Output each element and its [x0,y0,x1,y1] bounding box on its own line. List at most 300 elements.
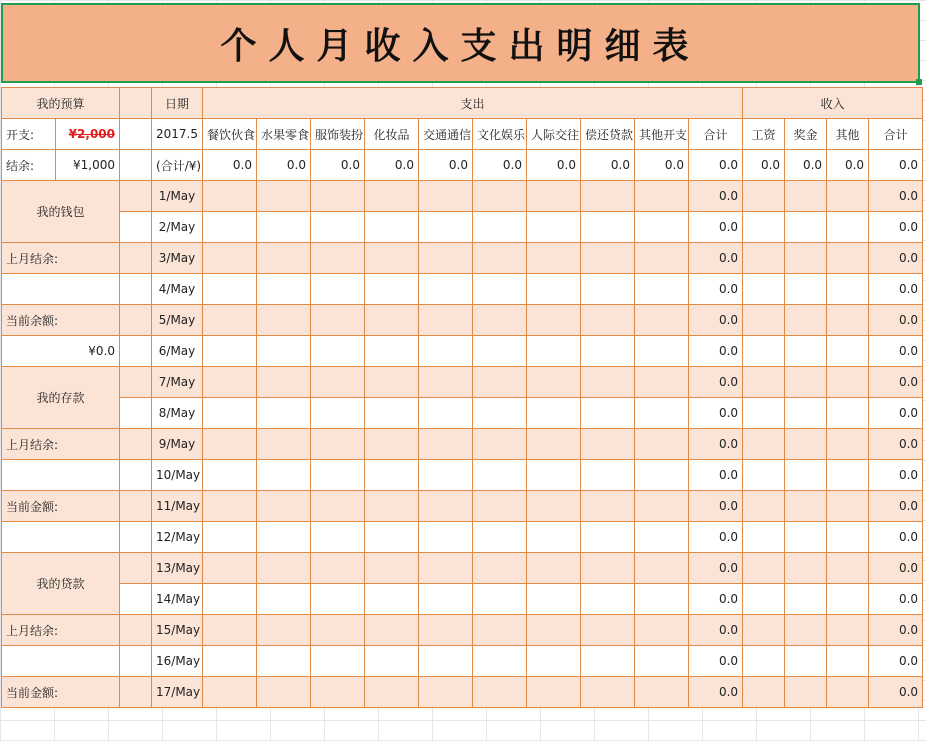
income-cell[interactable] [827,429,869,460]
income-cell[interactable] [827,243,869,274]
expense-cell[interactable] [419,522,473,553]
expense-cell[interactable] [203,460,257,491]
expense-cell[interactable] [419,491,473,522]
expense-cell[interactable] [311,584,365,615]
balance-label[interactable]: 结余: [2,150,56,181]
date-cell[interactable]: 11/May [152,491,203,522]
expense-cell[interactable] [203,553,257,584]
expense-cell[interactable] [473,615,527,646]
expense-cell[interactable] [365,181,419,212]
summary-expense-cell[interactable]: 0.0 [311,150,365,181]
income-cell[interactable] [785,460,827,491]
income-cell[interactable] [785,553,827,584]
expense-cell[interactable] [365,460,419,491]
blank-cell[interactable] [120,88,152,119]
expense-total-cell[interactable]: 0.0 [689,367,743,398]
expense-cell[interactable] [473,584,527,615]
expense-cell[interactable] [581,398,635,429]
expense-cell[interactable] [581,460,635,491]
income-cell[interactable] [785,398,827,429]
expense-cell[interactable] [581,181,635,212]
income-cell[interactable] [743,243,785,274]
income-cell[interactable] [743,274,785,305]
expense-cell[interactable] [419,336,473,367]
expense-cell[interactable] [257,243,311,274]
expense-cell[interactable] [527,336,581,367]
expense-cell[interactable] [635,522,689,553]
expense-total-cell[interactable]: 0.0 [689,336,743,367]
income-cell[interactable] [827,522,869,553]
expense-category-header[interactable]: 其他开支 [635,119,689,150]
blank-cell[interactable] [120,212,152,243]
expense-cell[interactable] [365,305,419,336]
expense-total-cell[interactable]: 0.0 [689,553,743,584]
current-balance-label[interactable]: 当前余额: [2,305,120,336]
summary-income-cell[interactable]: 0.0 [869,150,923,181]
income-cell[interactable] [743,305,785,336]
expense-total-cell[interactable]: 0.0 [689,243,743,274]
expense-cell[interactable] [419,243,473,274]
expense-cell[interactable] [203,305,257,336]
expense-cell[interactable] [419,553,473,584]
expense-cell[interactable] [311,677,365,708]
expense-cell[interactable] [473,274,527,305]
date-cell[interactable]: 13/May [152,553,203,584]
last-month-balance-value[interactable] [2,460,120,491]
expense-cell[interactable] [527,212,581,243]
date-header[interactable]: 日期 [152,88,203,119]
income-cell[interactable] [827,553,869,584]
expense-cell[interactable] [311,367,365,398]
expense-cell[interactable] [473,677,527,708]
expense-category-header[interactable]: 水果零食 [257,119,311,150]
expense-total-cell[interactable]: 0.0 [689,646,743,677]
income-cell[interactable] [743,584,785,615]
blank-cell[interactable] [120,274,152,305]
income-cell[interactable] [785,212,827,243]
expense-cell[interactable] [473,336,527,367]
summary-expense-cell[interactable]: 0.0 [257,150,311,181]
expense-cell[interactable] [419,274,473,305]
expense-cell[interactable] [257,677,311,708]
expense-cell[interactable] [257,429,311,460]
expense-cell[interactable] [311,243,365,274]
expense-cell[interactable] [203,212,257,243]
expense-cell[interactable] [581,491,635,522]
expense-cell[interactable] [365,212,419,243]
current-balance-label[interactable]: 当前金额: [2,491,120,522]
blank-cell[interactable] [120,243,152,274]
expense-cell[interactable] [203,677,257,708]
income-cell[interactable] [743,398,785,429]
income-cell[interactable] [827,646,869,677]
expense-cell[interactable] [419,677,473,708]
blank-cell[interactable] [120,491,152,522]
sheet-title[interactable]: 个人月收入支出明细表 [1,3,920,83]
last-month-balance-label[interactable]: 上月结余: [2,429,120,460]
summary-expense-cell[interactable]: 0.0 [581,150,635,181]
expense-cell[interactable] [257,212,311,243]
expense-cell[interactable] [419,429,473,460]
expense-cell[interactable] [581,615,635,646]
income-cell[interactable] [785,646,827,677]
summary-expense-cell[interactable]: 0.0 [635,150,689,181]
expense-cell[interactable] [473,553,527,584]
expense-cell[interactable] [581,274,635,305]
expense-cell[interactable] [311,615,365,646]
expense-cell[interactable] [419,212,473,243]
blank-cell[interactable] [120,553,152,584]
expense-total-cell[interactable]: 0.0 [689,491,743,522]
expense-cell[interactable] [635,181,689,212]
expense-category-header[interactable]: 交通通信 [419,119,473,150]
expense-cell[interactable] [635,336,689,367]
spend-label[interactable]: 开支: [2,119,56,150]
expense-category-header[interactable]: 文化娱乐 [473,119,527,150]
expense-cell[interactable] [581,584,635,615]
expense-cell[interactable] [419,305,473,336]
income-cell[interactable] [827,212,869,243]
summary-expense-cell[interactable]: 0.0 [689,150,743,181]
expense-cell[interactable] [203,615,257,646]
blank-cell[interactable] [120,398,152,429]
expense-cell[interactable] [365,677,419,708]
expense-cell[interactable] [365,491,419,522]
expense-cell[interactable] [527,274,581,305]
expense-cell[interactable] [203,367,257,398]
income-group-header[interactable]: 收入 [743,88,923,119]
summary-expense-cell[interactable]: 0.0 [365,150,419,181]
expense-cell[interactable] [365,274,419,305]
expense-cell[interactable] [311,305,365,336]
blank-cell[interactable] [120,336,152,367]
expense-cell[interactable] [203,243,257,274]
expense-cell[interactable] [635,584,689,615]
expense-cell[interactable] [473,305,527,336]
expense-cell[interactable] [473,460,527,491]
summary-income-cell[interactable]: 0.0 [827,150,869,181]
income-total-cell[interactable]: 0.0 [869,553,923,584]
expense-cell[interactable] [635,367,689,398]
summary-expense-cell[interactable]: 0.0 [203,150,257,181]
expense-cell[interactable] [581,646,635,677]
expense-cell[interactable] [311,336,365,367]
income-total-cell[interactable]: 0.0 [869,615,923,646]
income-total-cell[interactable]: 0.0 [869,181,923,212]
summary-expense-cell[interactable]: 0.0 [419,150,473,181]
expense-total-cell[interactable]: 0.0 [689,615,743,646]
expense-cell[interactable] [635,646,689,677]
expense-category-header[interactable]: 人际交往 [527,119,581,150]
expense-cell[interactable] [203,181,257,212]
expense-total-cell[interactable]: 0.0 [689,274,743,305]
income-cell[interactable] [785,305,827,336]
income-category-header[interactable]: 合计 [869,119,923,150]
expense-cell[interactable] [581,553,635,584]
expense-category-header[interactable]: 合计 [689,119,743,150]
income-cell[interactable] [827,615,869,646]
income-cell[interactable] [743,553,785,584]
blank-cell[interactable] [120,150,152,181]
expense-cell[interactable] [203,336,257,367]
expense-cell[interactable] [581,367,635,398]
expense-cell[interactable] [257,398,311,429]
expense-cell[interactable] [473,367,527,398]
balance-value[interactable]: ¥1,000 [56,150,120,181]
blank-cell[interactable] [120,677,152,708]
income-total-cell[interactable]: 0.0 [869,367,923,398]
expense-cell[interactable] [581,522,635,553]
income-cell[interactable] [743,336,785,367]
expense-cell[interactable] [203,584,257,615]
expense-group-header[interactable]: 支出 [203,88,743,119]
expense-cell[interactable] [203,646,257,677]
expense-total-cell[interactable]: 0.0 [689,212,743,243]
date-cell[interactable]: 3/May [152,243,203,274]
last-month-balance-label[interactable]: 上月结余: [2,243,120,274]
expense-cell[interactable] [311,181,365,212]
expense-cell[interactable] [365,584,419,615]
expense-cell[interactable] [257,460,311,491]
income-cell[interactable] [785,615,827,646]
expense-cell[interactable] [365,615,419,646]
expense-cell[interactable] [365,398,419,429]
income-cell[interactable] [785,584,827,615]
expense-category-header[interactable]: 服饰装扮 [311,119,365,150]
expense-cell[interactable] [365,243,419,274]
income-cell[interactable] [785,243,827,274]
current-balance-value[interactable]: ¥0.0 [2,336,120,367]
expense-cell[interactable] [257,584,311,615]
wallet-label[interactable]: 我的钱包 [2,181,120,243]
income-total-cell[interactable]: 0.0 [869,460,923,491]
expense-cell[interactable] [635,460,689,491]
expense-total-cell[interactable]: 0.0 [689,181,743,212]
blank-cell[interactable] [120,119,152,150]
date-cell[interactable]: 9/May [152,429,203,460]
expense-cell[interactable] [365,336,419,367]
expense-cell[interactable] [419,460,473,491]
date-cell[interactable]: 6/May [152,336,203,367]
last-month-balance-value[interactable] [2,274,120,305]
month-cell[interactable]: 2017.5 [152,119,203,150]
expense-cell[interactable] [419,367,473,398]
date-cell[interactable]: 5/May [152,305,203,336]
income-total-cell[interactable]: 0.0 [869,274,923,305]
income-cell[interactable] [827,491,869,522]
expense-cell[interactable] [257,522,311,553]
income-cell[interactable] [785,491,827,522]
expense-total-cell[interactable]: 0.0 [689,522,743,553]
blank-cell[interactable] [120,181,152,212]
income-category-header[interactable]: 其他 [827,119,869,150]
expense-cell[interactable] [635,429,689,460]
expense-total-cell[interactable]: 0.0 [689,398,743,429]
expense-cell[interactable] [365,522,419,553]
date-cell[interactable]: 4/May [152,274,203,305]
expense-cell[interactable] [473,181,527,212]
expense-cell[interactable] [311,646,365,677]
current-balance-label[interactable]: 当前金额: [2,677,120,708]
expense-cell[interactable] [257,553,311,584]
income-total-cell[interactable]: 0.0 [869,429,923,460]
blank-cell[interactable] [120,429,152,460]
last-month-balance-label[interactable]: 上月结余: [2,615,120,646]
income-cell[interactable] [743,522,785,553]
expense-cell[interactable] [527,429,581,460]
income-cell[interactable] [785,274,827,305]
expense-cell[interactable] [527,305,581,336]
expense-cell[interactable] [635,553,689,584]
selection-fill-handle[interactable] [916,79,922,85]
income-total-cell[interactable]: 0.0 [869,243,923,274]
expense-cell[interactable] [635,491,689,522]
expense-cell[interactable] [419,646,473,677]
expense-cell[interactable] [635,677,689,708]
income-total-cell[interactable]: 0.0 [869,584,923,615]
expense-cell[interactable] [419,615,473,646]
expense-cell[interactable] [635,212,689,243]
income-total-cell[interactable]: 0.0 [869,305,923,336]
expense-cell[interactable] [527,367,581,398]
income-cell[interactable] [827,460,869,491]
expense-cell[interactable] [527,646,581,677]
blank-cell[interactable] [120,460,152,491]
budget-header[interactable]: 我的预算 [2,88,120,119]
expense-cell[interactable] [311,429,365,460]
expense-total-cell[interactable]: 0.0 [689,584,743,615]
expense-cell[interactable] [473,522,527,553]
income-cell[interactable] [827,181,869,212]
expense-category-header[interactable]: 化妆品 [365,119,419,150]
income-cell[interactable] [743,460,785,491]
expense-category-header[interactable]: 偿还贷款 [581,119,635,150]
expense-cell[interactable] [527,522,581,553]
expense-cell[interactable] [365,553,419,584]
date-cell[interactable]: 2/May [152,212,203,243]
income-cell[interactable] [827,584,869,615]
expense-total-cell[interactable]: 0.0 [689,429,743,460]
income-cell[interactable] [827,677,869,708]
expense-cell[interactable] [635,243,689,274]
income-cell[interactable] [743,491,785,522]
loans-label[interactable]: 我的贷款 [2,553,120,615]
date-cell[interactable]: 15/May [152,615,203,646]
blank-cell[interactable] [120,584,152,615]
expense-cell[interactable] [419,584,473,615]
current-balance-value[interactable] [2,522,120,553]
expense-cell[interactable] [257,367,311,398]
expense-cell[interactable] [203,274,257,305]
summary-income-cell[interactable]: 0.0 [743,150,785,181]
income-total-cell[interactable]: 0.0 [869,212,923,243]
expense-cell[interactable] [527,181,581,212]
date-cell[interactable]: 12/May [152,522,203,553]
income-cell[interactable] [827,305,869,336]
date-cell[interactable]: 10/May [152,460,203,491]
expense-cell[interactable] [311,460,365,491]
income-cell[interactable] [827,336,869,367]
income-total-cell[interactable]: 0.0 [869,677,923,708]
income-total-cell[interactable]: 0.0 [869,646,923,677]
income-total-cell[interactable]: 0.0 [869,522,923,553]
expense-cell[interactable] [203,522,257,553]
expense-total-cell[interactable]: 0.0 [689,460,743,491]
expense-cell[interactable] [473,491,527,522]
income-total-cell[interactable]: 0.0 [869,336,923,367]
expense-cell[interactable] [581,212,635,243]
unit-label[interactable]: (合计/¥) [152,150,203,181]
date-cell[interactable]: 7/May [152,367,203,398]
income-cell[interactable] [743,181,785,212]
income-cell[interactable] [785,336,827,367]
expense-cell[interactable] [581,305,635,336]
income-category-header[interactable]: 奖金 [785,119,827,150]
expense-cell[interactable] [581,243,635,274]
income-cell[interactable] [743,367,785,398]
expense-cell[interactable] [635,274,689,305]
income-total-cell[interactable]: 0.0 [869,398,923,429]
date-cell[interactable]: 1/May [152,181,203,212]
expense-total-cell[interactable]: 0.0 [689,305,743,336]
income-cell[interactable] [743,212,785,243]
expense-cell[interactable] [527,398,581,429]
expense-cell[interactable] [257,336,311,367]
expense-cell[interactable] [635,615,689,646]
expense-cell[interactable] [581,336,635,367]
expense-cell[interactable] [635,305,689,336]
last-month-balance-value[interactable] [2,646,120,677]
blank-cell[interactable] [120,615,152,646]
expense-cell[interactable] [311,398,365,429]
expense-cell[interactable] [257,274,311,305]
expense-cell[interactable] [635,398,689,429]
expense-cell[interactable] [473,398,527,429]
blank-cell[interactable] [120,367,152,398]
income-cell[interactable] [743,615,785,646]
date-cell[interactable]: 8/May [152,398,203,429]
income-cell[interactable] [743,677,785,708]
income-cell[interactable] [743,429,785,460]
expense-cell[interactable] [527,677,581,708]
income-category-header[interactable]: 工资 [743,119,785,150]
expense-category-header[interactable]: 餐饮伙食 [203,119,257,150]
spend-value[interactable] [56,119,120,150]
expense-cell[interactable] [527,243,581,274]
expense-cell[interactable] [473,646,527,677]
income-cell[interactable] [785,181,827,212]
income-cell[interactable] [785,367,827,398]
income-cell[interactable] [785,677,827,708]
expense-cell[interactable] [527,460,581,491]
expense-cell[interactable] [203,398,257,429]
expense-cell[interactable] [365,646,419,677]
blank-cell[interactable] [120,646,152,677]
expense-cell[interactable] [203,491,257,522]
summary-expense-cell[interactable]: 0.0 [473,150,527,181]
expense-cell[interactable] [473,243,527,274]
blank-cell[interactable] [120,522,152,553]
expense-cell[interactable] [419,181,473,212]
expense-cell[interactable] [365,429,419,460]
income-total-cell[interactable]: 0.0 [869,491,923,522]
expense-cell[interactable] [257,646,311,677]
income-cell[interactable] [785,429,827,460]
expense-cell[interactable] [581,677,635,708]
expense-cell[interactable] [473,212,527,243]
blank-cell[interactable] [120,305,152,336]
summary-income-cell[interactable]: 0.0 [785,150,827,181]
